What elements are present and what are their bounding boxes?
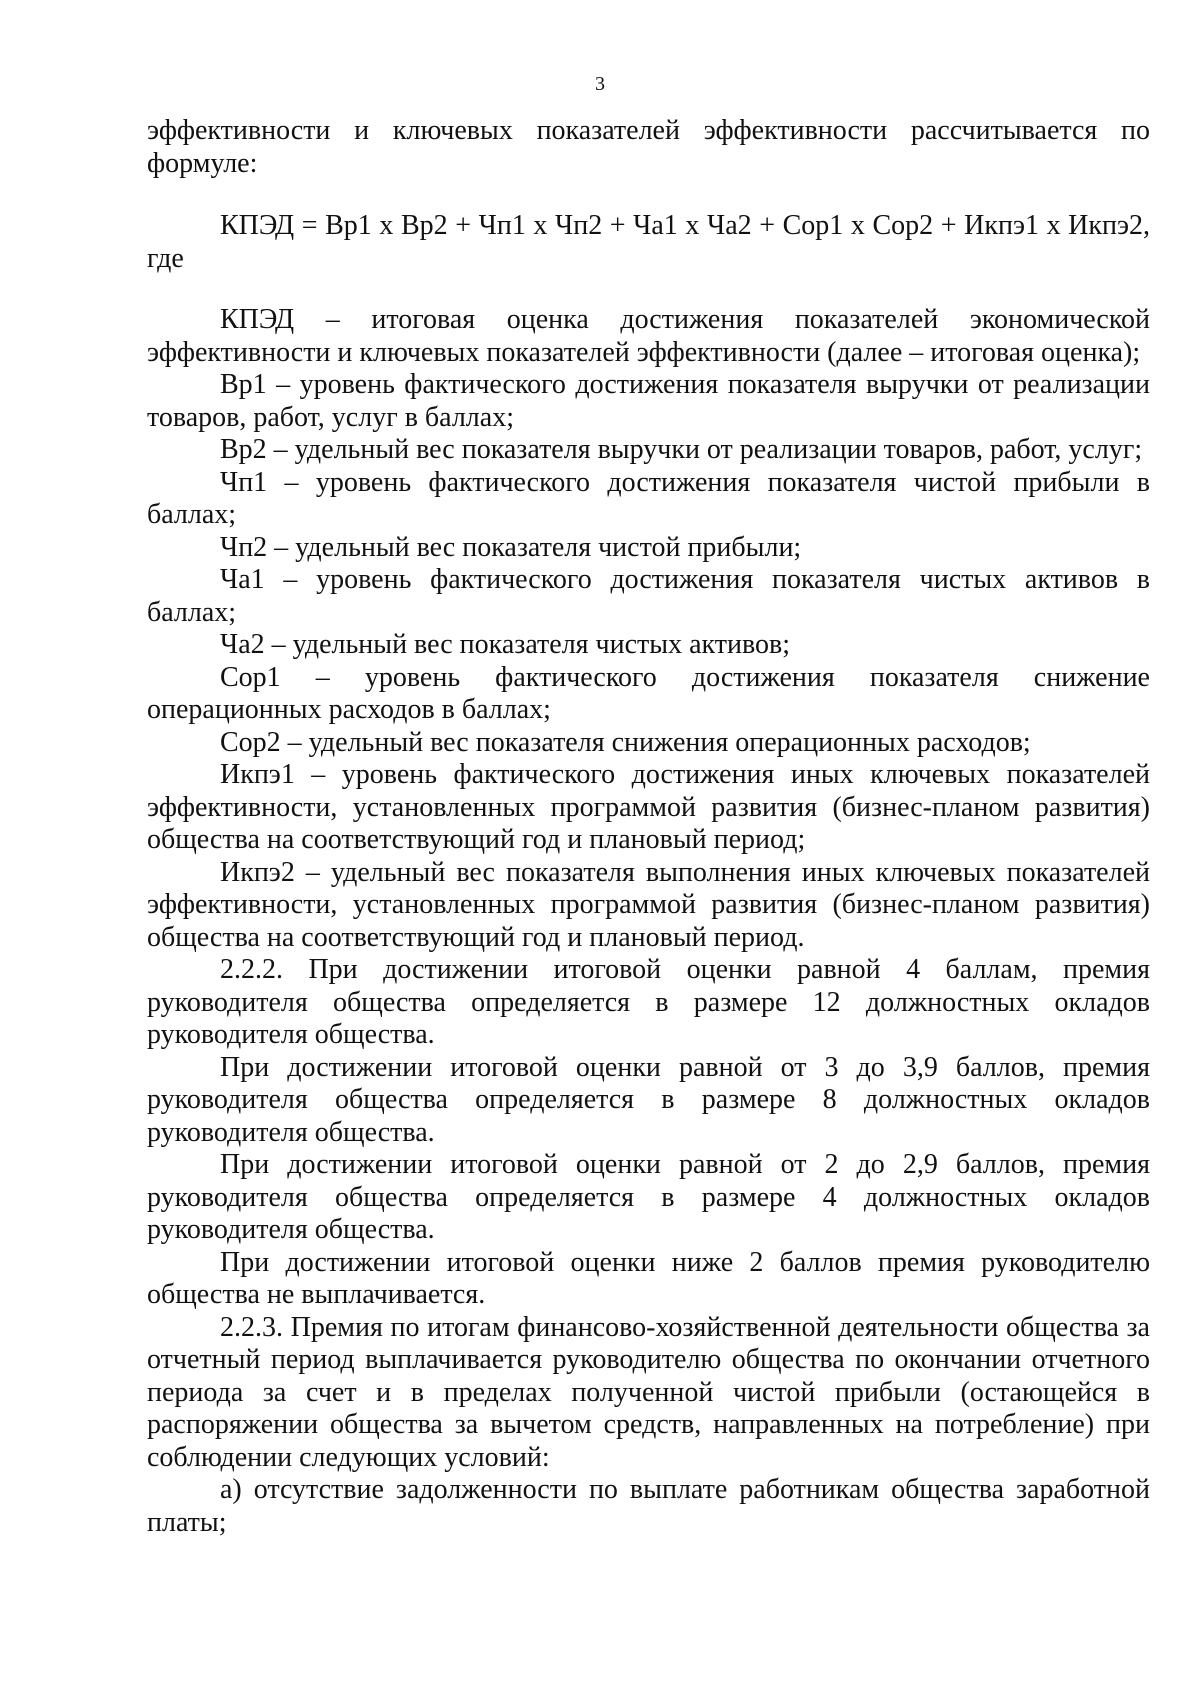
paragraph-formula-intro: эффективности и ключевых показателей эффективности рассчитывается по формуле: bbox=[147, 115, 1150, 179]
paragraph-vr2-definition: Вр2 – удельный вес показателя выручки от реализации товаров, работ, услуг; bbox=[220, 434, 1143, 465]
paragraph-chp2-definition: Чп2 – удельный вес показателя чистой прибыли; bbox=[220, 531, 802, 563]
paragraph-where: где bbox=[147, 242, 184, 274]
paragraph-cha1-definition: Ча1 – уровень фактического достижения показателя чистых активов в баллах; bbox=[147, 564, 1150, 628]
paragraph-sor1-definition: Сор1 – уровень фактического достижения показателя снижение операционных расходов в баллах; bbox=[147, 661, 1150, 725]
paragraph-ikpe1-definition: Икпэ1 – уровень фактического достижения иных ключевых показателей эффективности, установленных программой развития (бизнес-планом развития) общества на соответствующий год и плановый период; bbox=[147, 759, 1150, 855]
paragraph-kped-definition: КПЭД – итоговая оценка достижения показателей экономической эффективности и ключевых показателей эффективности (далее – итоговая оценка); bbox=[147, 304, 1150, 368]
page-number: 3 bbox=[595, 73, 605, 95]
paragraph-vr1-definition: Вр1 – уровень фактического достижения показателя выручки от реализации товаров, работ, услуг в баллах; bbox=[147, 369, 1150, 433]
paragraph-condition-a: а) отсутствие задолженности по выплате работникам общества заработной платы; bbox=[147, 1474, 1150, 1538]
paragraph-2-2-2: 2.2.2. При достижении итоговой оценки равной 4 баллам, премия руководителя общества определяется в размере 12 должностных окладов руководителя общества. bbox=[147, 954, 1150, 1050]
paragraph-bonus-4-salaries: При достижении итоговой оценки равной от 2 до 2,9 баллов, премия руководителя общества определяется в размере 4 должностных окладов руководителя общества. bbox=[147, 1149, 1150, 1245]
paragraph-chp1-definition: Чп1 – уровень фактического достижения показателя чистой прибыли в баллах; bbox=[147, 466, 1150, 530]
paragraph-bonus-8-salaries: При достижении итоговой оценки равной от 3 до 3,9 баллов, премия руководителя общества определяется в размере 8 должностных окладов руководителя общества. bbox=[147, 1051, 1150, 1148]
paragraph-2-2-3: 2.2.3. Премия по итогам финансово-хозяйственной деятельности общества за отчетный период выплачивается руководителю общества по окончании отчетного периода за счет и в пределах полученной чистой прибыли (остающейся в распоряжении общества за вычетом средств, направленных на потребление) при соблюдении следующих условий: bbox=[147, 1311, 1150, 1473]
paragraph-cha2-definition: Ча2 – удельный вес показателя чистых активов; bbox=[220, 629, 790, 660]
paragraph-formula: КПЭД = Вр1 х Вр2 + Чп1 х Чп2 + Ча1 х Ча2 + Сор1 х Сор2 + Икпэ1 х Икпэ2, bbox=[220, 210, 1150, 241]
paragraph-ikpe2-definition: Икпэ2 – удельный вес показателя выполнения иных ключевых показателей эффективности, установленных программой развития (бизнес-планом развития) общества на соответствующий год и плановый период. bbox=[147, 856, 1150, 953]
document-body bbox=[147, 115, 1150, 1539]
paragraph-no-bonus: При достижении итоговой оценки ниже 2 баллов премия руководителю общества не выплачивается. bbox=[147, 1246, 1150, 1310]
paragraph-sor2-definition: Сор2 – удельный вес показателя снижения операционных расходов; bbox=[220, 726, 1031, 758]
